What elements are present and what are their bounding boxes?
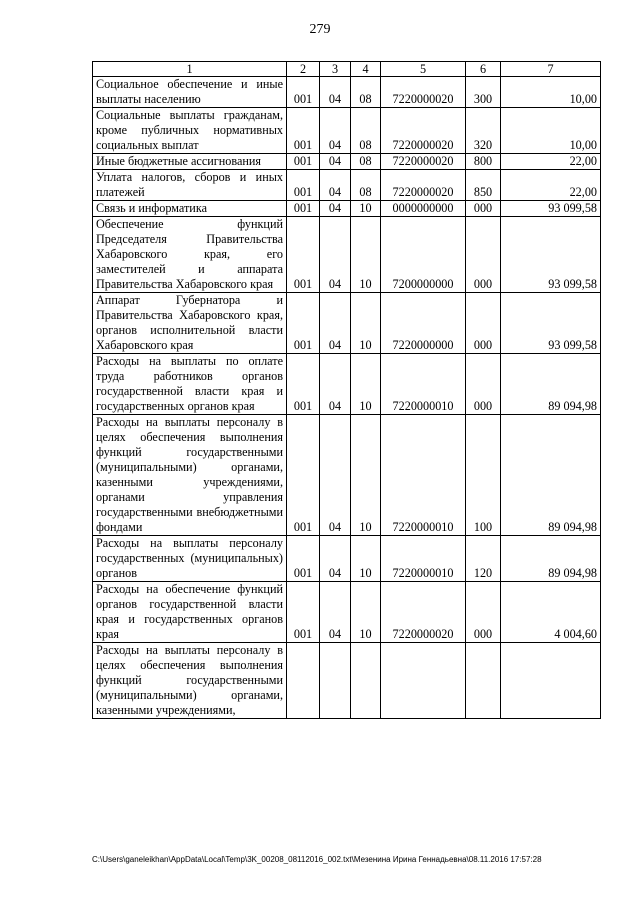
- amount: 89 094,98: [501, 536, 601, 582]
- admin-code: 001: [287, 536, 320, 582]
- amount: 4 004,60: [501, 582, 601, 643]
- subsection-code: 10: [351, 415, 381, 536]
- admin-code: 001: [287, 217, 320, 293]
- target-item-code: 7220000020: [381, 77, 466, 108]
- section-code: 04: [320, 170, 351, 201]
- amount: 93 099,58: [501, 201, 601, 217]
- expense-type-code: 100: [466, 415, 501, 536]
- section-code: [320, 643, 351, 719]
- file-path-footer: C:\Users\ganeleikhan\AppData\Local\Temp\3K_00208_08112016_002.txt\Мезенина Ирина Геннадьевна\08.11.2016 17:57:28: [92, 855, 542, 864]
- col-header-6: 6: [466, 62, 501, 77]
- table-row: [93, 201, 601, 217]
- target-item-code: 0000000000: [381, 201, 466, 217]
- table-row: [93, 77, 601, 108]
- expense-type-code: 000: [466, 217, 501, 293]
- table-row: [93, 354, 601, 415]
- target-item-code: 7220000020: [381, 582, 466, 643]
- expense-type-code: 000: [466, 201, 501, 217]
- col-header-4: 4: [351, 62, 381, 77]
- target-item-code: 7220000010: [381, 415, 466, 536]
- expense-type-code: 300: [466, 77, 501, 108]
- subsection-code: 08: [351, 154, 381, 170]
- section-code: 04: [320, 154, 351, 170]
- section-code: 04: [320, 108, 351, 154]
- row-name: Расходы на выплаты персоналу в целях обеспечения выполнения функций государственными (муниципальными) органами, казенными учреждениями,: [93, 643, 287, 719]
- admin-code: 001: [287, 293, 320, 354]
- subsection-code: 10: [351, 582, 381, 643]
- subsection-code: 10: [351, 536, 381, 582]
- admin-code: 001: [287, 201, 320, 217]
- subsection-code: 10: [351, 293, 381, 354]
- target-item-code: [381, 643, 466, 719]
- table-row: [93, 154, 601, 170]
- amount: 22,00: [501, 154, 601, 170]
- admin-code: 001: [287, 154, 320, 170]
- col-header-1: 1: [93, 62, 287, 77]
- amount: 10,00: [501, 77, 601, 108]
- expense-type-code: 850: [466, 170, 501, 201]
- amount: 93 099,58: [501, 217, 601, 293]
- expense-type-code: 800: [466, 154, 501, 170]
- row-name: Социальные выплаты гражданам, кроме публичных нормативных социальных выплат: [93, 108, 287, 154]
- table-row: [93, 415, 601, 536]
- page-number: 279: [309, 22, 331, 37]
- section-code: 04: [320, 201, 351, 217]
- row-name: Обеспечение функций Председателя Правительства Хабаровского края, его заместителей и аппарата Правительства Хабаровского края: [93, 217, 287, 293]
- target-item-code: 7220000010: [381, 536, 466, 582]
- subsection-code: 10: [351, 201, 381, 217]
- row-name: Социальное обеспечение и иные выплаты населению: [93, 77, 287, 108]
- row-name: Уплата налогов, сборов и иных платежей: [93, 170, 287, 201]
- col-header-7: 7: [501, 62, 601, 77]
- row-name: Расходы на обеспечение функций органов государственной власти края и государственных органов края: [93, 582, 287, 643]
- admin-code: 001: [287, 170, 320, 201]
- subsection-code: 08: [351, 77, 381, 108]
- table-row: [93, 643, 601, 719]
- section-code: 04: [320, 354, 351, 415]
- expense-type-code: 000: [466, 582, 501, 643]
- subsection-code: 10: [351, 354, 381, 415]
- target-item-code: 7220000020: [381, 154, 466, 170]
- target-item-code: 7220000010: [381, 354, 466, 415]
- amount: 22,00: [501, 170, 601, 201]
- section-code: 04: [320, 293, 351, 354]
- expense-type-code: 000: [466, 293, 501, 354]
- table-row: [93, 293, 601, 354]
- amount: 89 094,98: [501, 415, 601, 536]
- table-row: [93, 582, 601, 643]
- amount: 89 094,98: [501, 354, 601, 415]
- table-row: [93, 108, 601, 154]
- section-code: 04: [320, 415, 351, 536]
- row-name: Аппарат Губернатора и Правительства Хабаровского края, органов исполнительной власти Хабаровского края: [93, 293, 287, 354]
- expense-type-code: [466, 643, 501, 719]
- row-name: Расходы на выплаты по оплате труда работников органов государственной власти края и государственных органов края: [93, 354, 287, 415]
- admin-code: 001: [287, 415, 320, 536]
- admin-code: 001: [287, 582, 320, 643]
- row-name: Расходы на выплаты персоналу государственных (муниципальных) органов: [93, 536, 287, 582]
- subsection-code: 08: [351, 170, 381, 201]
- admin-code: 001: [287, 77, 320, 108]
- admin-code: 001: [287, 108, 320, 154]
- header-row: [93, 62, 601, 77]
- budget-table: [92, 61, 601, 719]
- target-item-code: 7220000000: [381, 293, 466, 354]
- expense-type-code: 320: [466, 108, 501, 154]
- amount: 93 099,58: [501, 293, 601, 354]
- admin-code: 001: [287, 354, 320, 415]
- target-item-code: 7220000020: [381, 108, 466, 154]
- row-name: Связь и информатика: [93, 201, 287, 217]
- target-item-code: 7200000000: [381, 217, 466, 293]
- table-row: [93, 536, 601, 582]
- col-header-2: 2: [287, 62, 320, 77]
- admin-code: [287, 643, 320, 719]
- amount: [501, 643, 601, 719]
- row-name: Расходы на выплаты персоналу в целях обеспечения выполнения функций государственными (муниципальными) органами, казенными учреждениями, органами управления государственными внебюджетными фондами: [93, 415, 287, 536]
- subsection-code: [351, 643, 381, 719]
- amount: 10,00: [501, 108, 601, 154]
- section-code: 04: [320, 582, 351, 643]
- col-header-5: 5: [381, 62, 466, 77]
- table-row: [93, 217, 601, 293]
- table-row: [93, 170, 601, 201]
- subsection-code: 10: [351, 217, 381, 293]
- target-item-code: 7220000020: [381, 170, 466, 201]
- row-name: Иные бюджетные ассигнования: [93, 154, 287, 170]
- expense-type-code: 000: [466, 354, 501, 415]
- expense-type-code: 120: [466, 536, 501, 582]
- col-header-3: 3: [320, 62, 351, 77]
- section-code: 04: [320, 217, 351, 293]
- section-code: 04: [320, 77, 351, 108]
- section-code: 04: [320, 536, 351, 582]
- subsection-code: 08: [351, 108, 381, 154]
